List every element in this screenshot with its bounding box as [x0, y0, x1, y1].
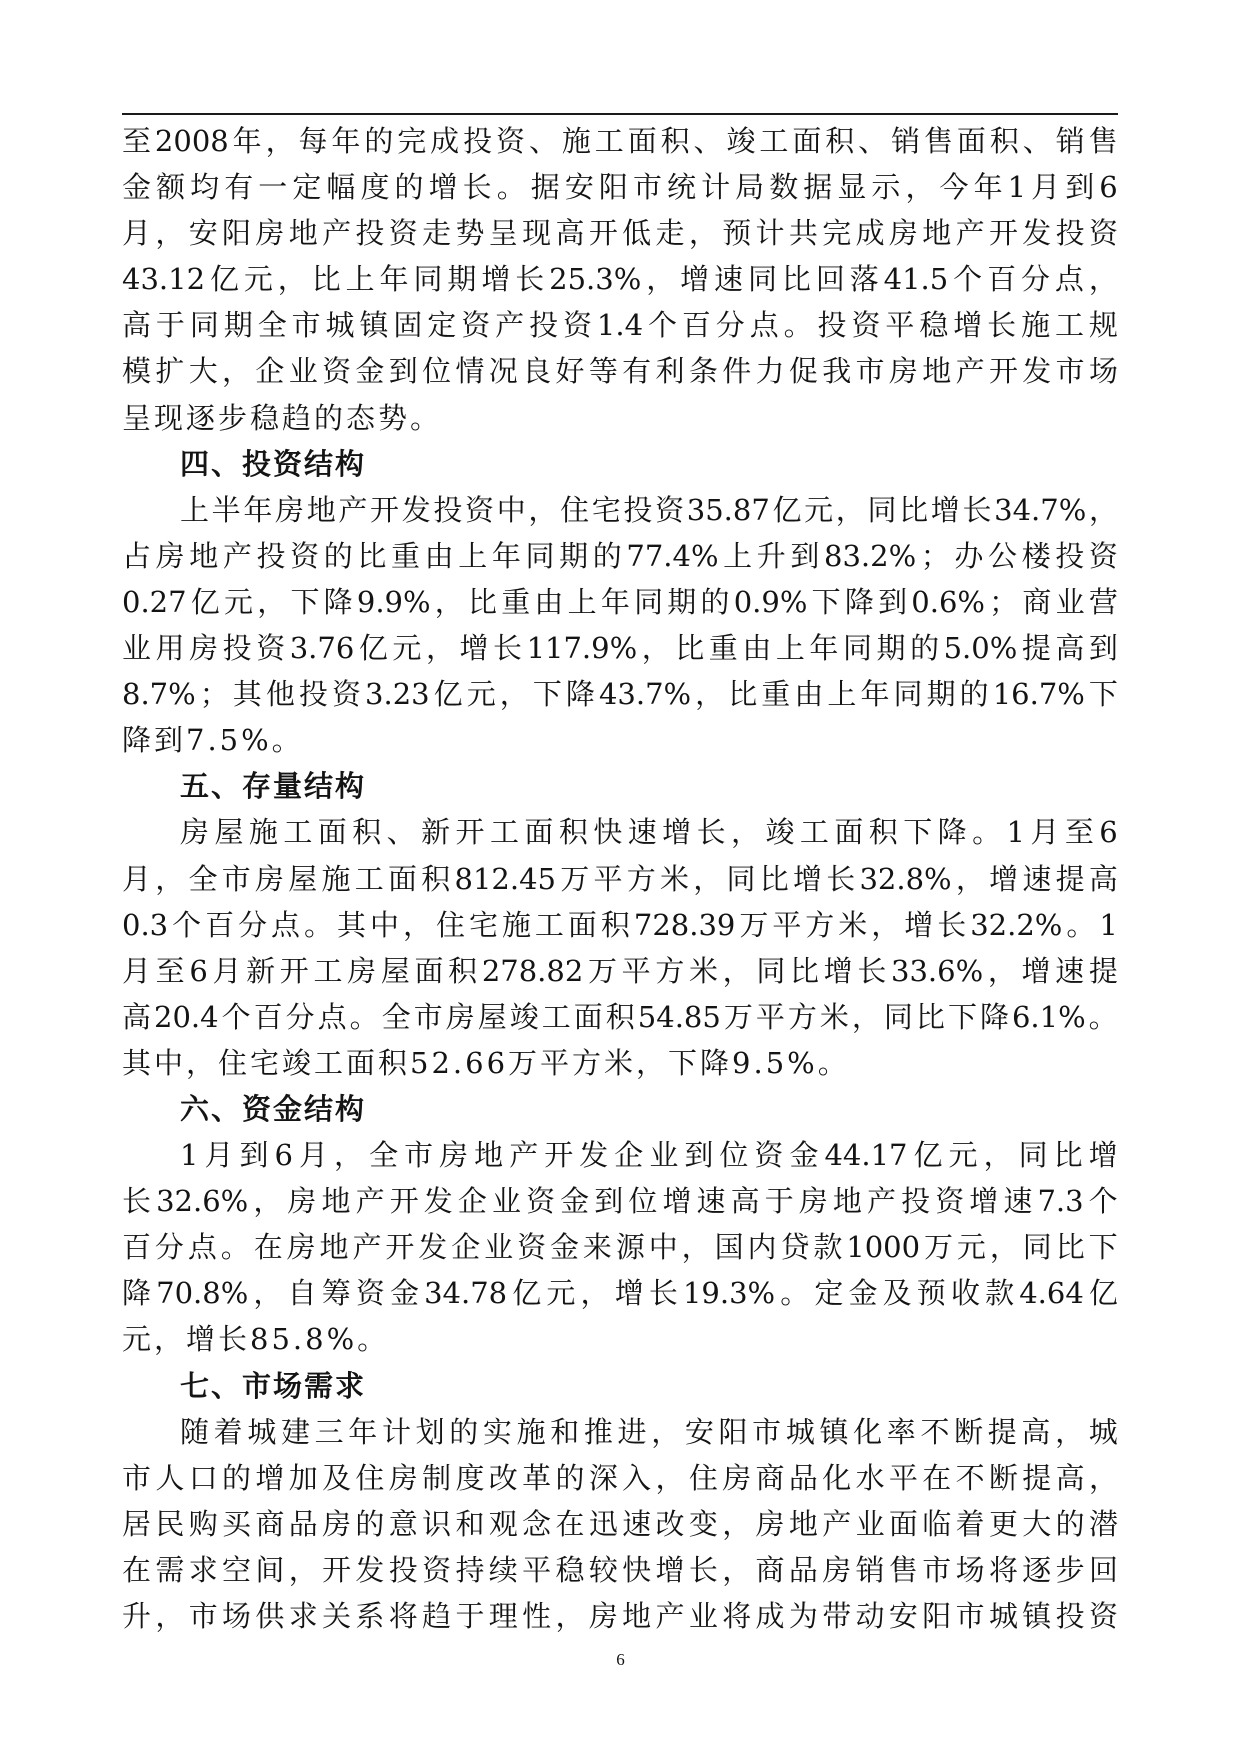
- section-heading-capital-structure: 六、资金结构: [180, 1091, 367, 1126]
- text-line: 其中，住宅竣工面积52.66万平方米，下降9.5%。: [122, 1045, 850, 1080]
- text-line: 房 屋 施 工 面 积 、 新 开 工 面 积 快 速 增 长 ， 竣 工 面 积 下 降 。 1 月 至 6: [180, 815, 1118, 850]
- document-body: [122, 118, 1118, 1639]
- text-line: 金 额 均 有 一 定 幅 度 的 增 长 。 据 安 阳 市 统 计 局 数 据 显 示 ， 今 年 1 月 到 6: [122, 170, 1118, 205]
- page-number: 6: [616, 1650, 625, 1669]
- text-line: 占 房 地 产 投 资 的 比 重 由 上 年 同 期 的 77.4% 上 升 到 83.2% ； 办 公 楼 投 资: [122, 538, 1118, 573]
- text-line: 市 人 口 的 增 加 及 住 房 制 度 改 革 的 深 入 ， 住 房 商 品 化 水 平 在 不 断 提 高 ，: [122, 1460, 1118, 1495]
- capital-structure-paragraph: [122, 1132, 1118, 1362]
- text-line: 元，增长85.8%。: [122, 1322, 390, 1357]
- text-line: 居 民 购 买 商 品 房 的 意 识 和 观 念 在 迅 速 改 变 ， 房 地 产 业 面 临 着 更 大 的 潜: [122, 1506, 1118, 1541]
- text-line: 上 半 年 房 地 产 开 发 投 资 中 ， 住 宅 投 资 35.87 亿 元 ， 同 比 增 长 34.7% ，: [180, 492, 1118, 527]
- text-line: 在 需 求 空 间 ， 开 发 投 资 持 续 平 稳 较 快 增 长 ， 商 品 房 销 售 市 场 将 逐 步 回: [122, 1552, 1118, 1587]
- text-line: 0.3 个 百 分 点 。 其 中 ， 住 宅 施 工 面 积 728.39 万 平 方 米 ， 增 长 32.2% 。 1: [122, 907, 1118, 942]
- text-line: 43.12 亿 元 ， 比 上 年 同 期 增 长 25.3% ， 增 速 同 比 回 落 41.5 个 百 分 点 ，: [122, 262, 1118, 297]
- text-line: 百 分 点 。 在 房 地 产 开 发 企 业 资 金 来 源 中 ， 国 内 贷 款 1000 万 元 ， 同 比 下: [122, 1230, 1118, 1265]
- text-line: 月 ， 安 阳 房 地 产 投 资 走 势 呈 现 高 开 低 走 ， 预 计 共 完 成 房 地 产 开 发 投 资: [122, 216, 1118, 251]
- text-line: 随 着 城 建 三 年 计 划 的 实 施 和 推 进 ， 安 阳 市 城 镇 化 率 不 断 提 高 ， 城: [180, 1414, 1118, 1449]
- investment-structure-paragraph: [122, 487, 1118, 764]
- text-line: 模 扩 大 ， 企 业 资 金 到 位 情 况 良 好 等 有 利 条 件 力 促 我 市 房 地 产 开 发 市 场: [122, 354, 1118, 389]
- stock-structure-paragraph: [122, 809, 1118, 1086]
- text-line: 业 用 房 投 资 3.76 亿 元 ， 增 长 117.9% ， 比 重 由 上 年 同 期 的 5.0% 提 高 到: [122, 631, 1118, 666]
- text-line: 降 70.8% ， 自 筹 资 金 34.78 亿 元 ， 增 长 19.3% 。 定 金 及 预 收 款 4.64 亿: [122, 1276, 1118, 1311]
- text-line: 至 2008 年 ， 每 年 的 完 成 投 资 、 施 工 面 积 、 竣 工 面 积 、 销 售 面 积 、 销 售: [122, 124, 1118, 158]
- text-line: 高 于 同 期 全 市 城 镇 固 定 资 产 投 资 1.4 个 百 分 点 。 投 资 平 稳 增 长 施 工 规: [122, 308, 1118, 343]
- section-heading-market-demand: 七、市场需求: [180, 1368, 367, 1403]
- section-heading-investment-structure: 四、投资结构: [180, 446, 367, 481]
- text-line: 高 20.4 个 百 分 点 。 全 市 房 屋 竣 工 面 积 54.85 万 平 方 米 ， 同 比 下 降 6.1% 。: [122, 999, 1118, 1034]
- text-line: 降到7.5%。: [122, 723, 304, 758]
- text-line: 月 ， 全 市 房 屋 施 工 面 积 812.45 万 平 方 米 ， 同 比 增 长 32.8% ， 增 速 提 高: [122, 861, 1118, 896]
- text-line: 0.27 亿 元 ， 下 降 9.9% ， 比 重 由 上 年 同 期 的 0.9% 下 降 到 0.6% ； 商 业 营: [122, 584, 1118, 619]
- intro-paragraph: [122, 118, 1118, 441]
- text-line: 8.7% ； 其 他 投 资 3.23 亿 元 ， 下 降 43.7% ， 比 重 由 上 年 同 期 的 16.7% 下: [122, 677, 1118, 712]
- text-line: 长 32.6% ， 房 地 产 开 发 企 业 资 金 到 位 增 速 高 于 房 地 产 投 资 增 速 7.3 个: [122, 1184, 1118, 1219]
- text-line: 呈现逐步稳趋的态势。: [122, 400, 443, 435]
- text-line: 月 至 6 月 新 开 工 房 屋 面 积 278.82 万 平 方 米 ， 同 比 增 长 33.6% ， 增 速 提: [122, 953, 1118, 988]
- market-demand-paragraph: [122, 1409, 1118, 1639]
- section-heading-stock-structure: 五、存量结构: [180, 769, 367, 804]
- header-rule: [122, 113, 1118, 115]
- text-line: 1 月 到 6 月 ， 全 市 房 地 产 开 发 企 业 到 位 资 金 44.17 亿 元 ， 同 比 增: [180, 1138, 1118, 1173]
- text-line: 升 ， 市 场 供 求 关 系 将 趋 于 理 性 ， 房 地 产 业 将 成 为 带 动 安 阳 市 城 镇 投 资: [122, 1599, 1118, 1633]
